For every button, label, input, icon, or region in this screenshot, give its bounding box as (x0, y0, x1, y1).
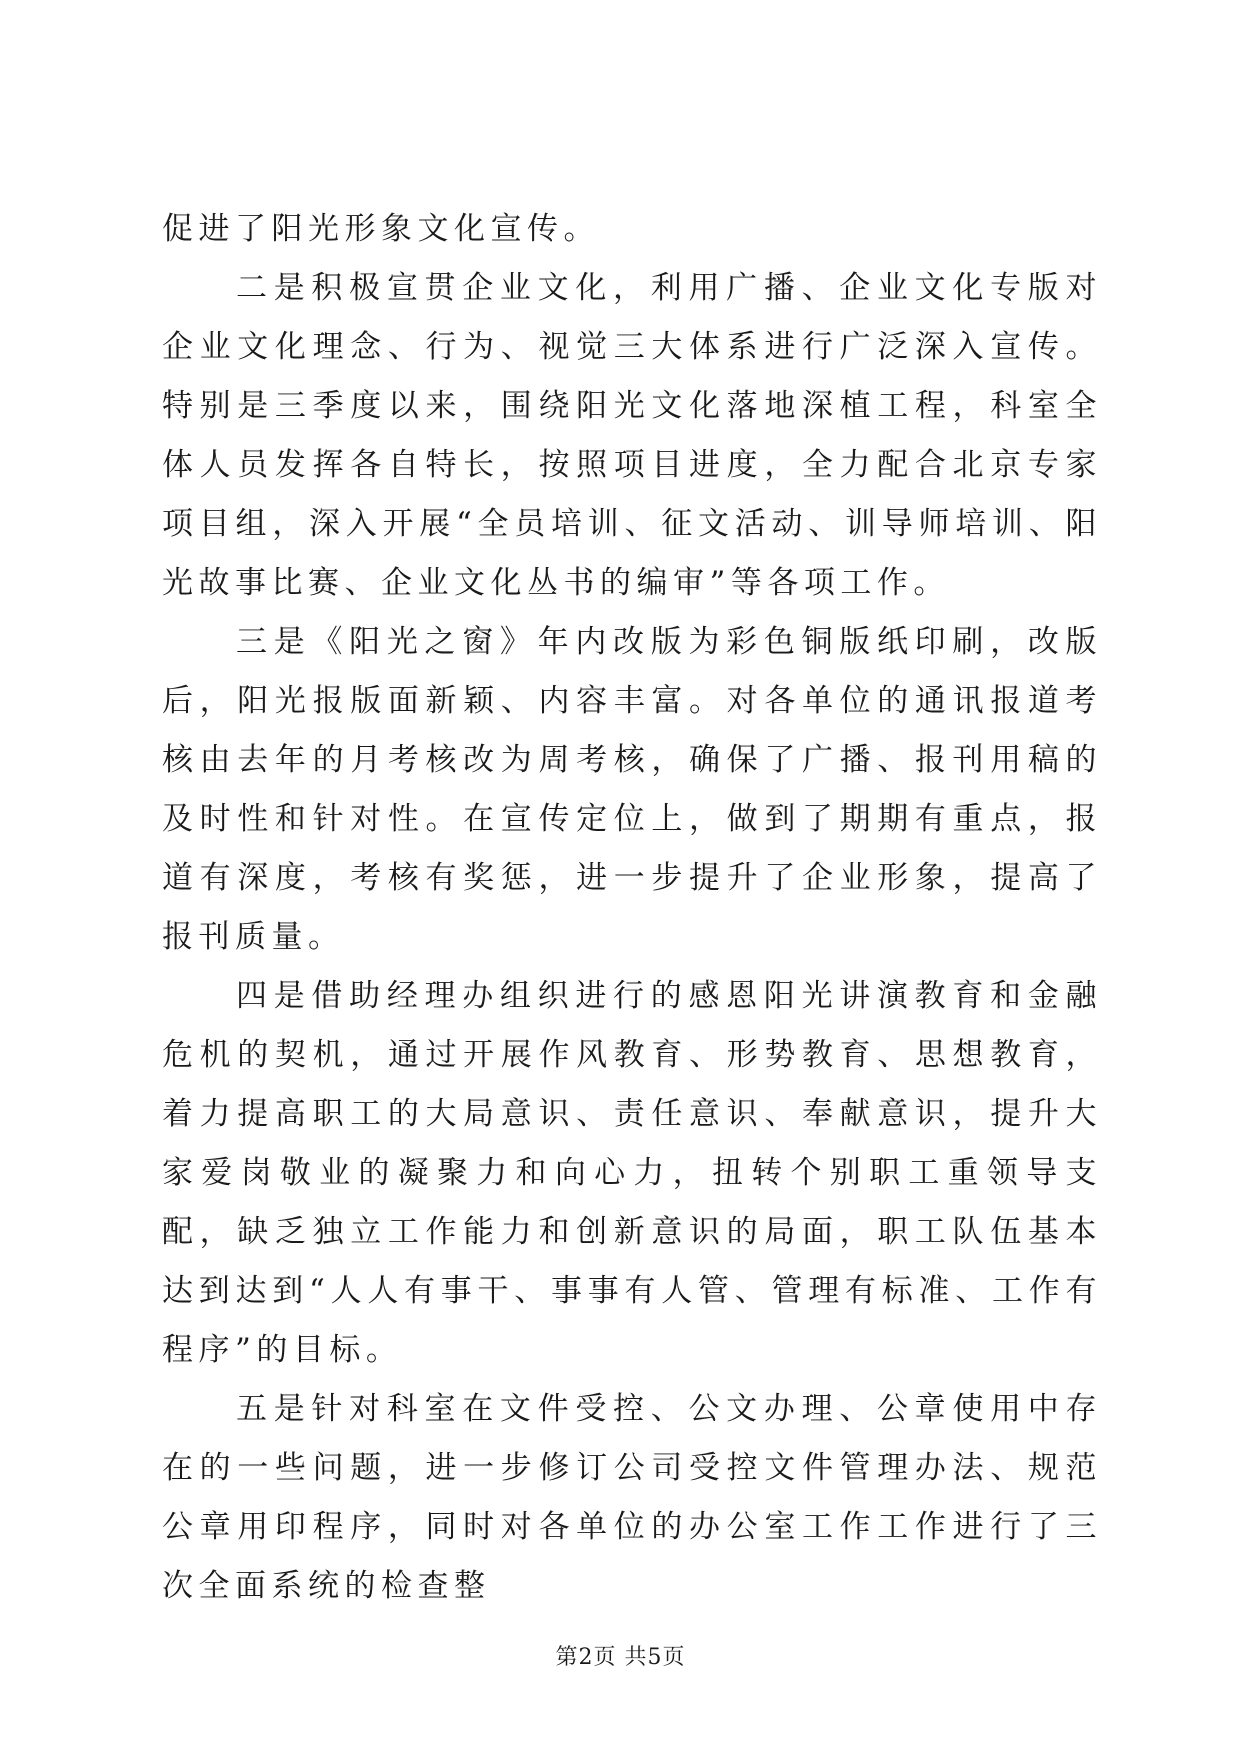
page-number-footer: 第2页 共5页 (555, 1645, 686, 1670)
document-body (162, 200, 1102, 1616)
paragraph-item-3: 三是《阳光之窗》年内改版为彩色铜版纸印刷，改版后，阳光报版面新颖、内容丰富。对各单位的通讯报道考核由去年的月考核改为周考核，确保了广播、报刊用稿的及时性和针对性。在宣传定位上，做到了期期有重点，报道有深度，考核有奖惩，进一步提升了企业形象，提高了报刊质量。 (162, 624, 1102, 955)
paragraph-item-2: 二是积极宣贯企业文化，利用广播、企业文化专版对企业文化理念、行为、视觉三大体系进行广泛深入宣传。特别是三季度以来，围绕阳光文化落地深植工程，科室全体人员发挥各自特长，按照项目进度，全力配合北京专家项目组，深入开展“全员培训、征文活动、训导师培训、阳光故事比赛、企业文化丛书的编审”等各项工作。 (162, 270, 1102, 601)
paragraph-continuation: 促进了阳光形象文化宣传。 (162, 211, 600, 247)
paragraph-item-5: 五是针对科室在文件受控、公文办理、公章使用中存在的一些问题，进一步修订公司受控文件管理办法、规范公章用印程序，同时对各单位的办公室工作工作进行了三次全面系统的检查整 (162, 1391, 1102, 1604)
paragraph-item-4: 四是借助经理办组织进行的感恩阳光讲演教育和金融危机的契机，通过开展作风教育、形势教育、思想教育，着力提高职工的大局意识、责任意识、奉献意识，提升大家爱岗敬业的凝聚力和向心力，扭转个别职工重领导支配，缺乏独立工作能力和创新意识的局面，职工队伍基本达到达到“人人有事干、事事有人管、管理有标准、工作有程序”的目标。 (162, 978, 1102, 1368)
